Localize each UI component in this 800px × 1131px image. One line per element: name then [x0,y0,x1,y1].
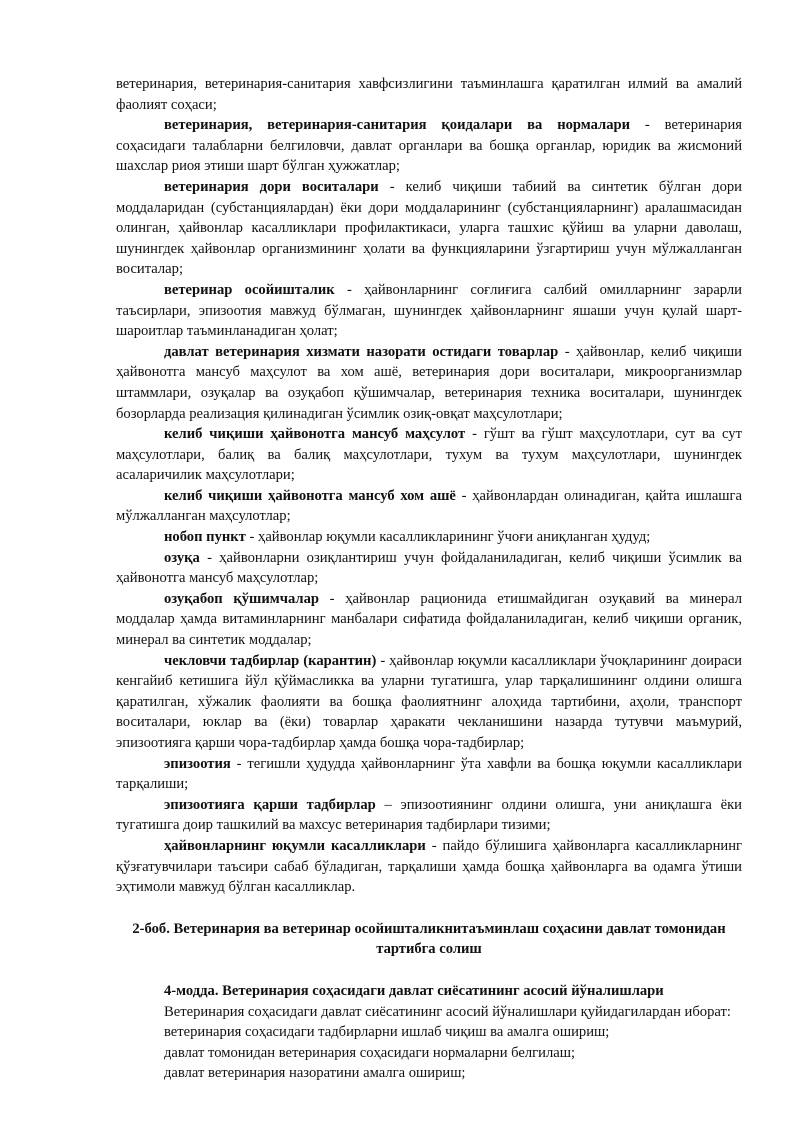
definition-text: ветеринария, ветеринария-санитария хавфсизлигини таъминлашга қаратилган илмий ва амалий фаолият соҳаси; [116,76,742,113]
article-item: давлат томонидан ветеринария соҳасидаги нормаларни белгилаш; [164,1044,575,1061]
article-item: давлат ветеринария назоратини амалга ошириш; [164,1065,466,1082]
definition-term: ветеринария, ветеринария-санитария қоидалари ва нормалари [164,117,631,134]
definition-term: келиб чиқиши ҳайвонотга мансуб хом ашё [164,487,456,504]
definition-paragraph [116,795,742,836]
chapter-title: 2-боб. Ветеринария ва ветеринар осойишталикнитаъминлаш соҳасини давлат томонидан тартибга солиш [132,920,726,958]
definition-text: - ҳайвонларнинг соғлиғига салбий омилларнинг зарарли таъсирлари, эпизоотия мавжуд бўлмаган, шунингдек ҳайвонларнинг яшаши учун қулай шарт-шароитлар таъминланадиган ҳолат; [116,281,742,340]
definition-text: - гўшт ва гўшт маҳсулотлари, сут ва сут маҳсулотлари, балиқ ва балиқ маҳсулотлари, тухум ва тухум маҳсулотлари, шунингдек асаларичилик маҳсулотлари; [116,426,742,484]
definition-paragraph [116,424,742,486]
definition-term: чекловчи тадбирлар (карантин) [164,652,377,669]
definition-term: ветеринария дори воситалари [164,178,379,195]
chapter-heading-block [116,919,742,960]
definition-text: – эпизоотиянинг олдини олишга, уни аниқлашга ёки тугатишга доир ташкилий ва махсус ветеринария тадбирлари тизими; [116,796,742,834]
definition-term: озуқабоп қўшимчалар [164,590,319,607]
definition-paragraph [116,177,742,280]
article-title: 4-модда. Ветеринария соҳасидаги давлат сиёсатининг асосий йўналишлари [164,982,664,999]
definition-paragraph [116,342,742,424]
definition-paragraph [116,548,742,589]
definition-text: - ҳайвонлар юқумли касалликларининг ўчоғи аниқланган ҳудуд; [245,529,651,546]
definition-paragraph [116,651,742,754]
definition-paragraph [116,74,742,115]
definition-term: нобоп пункт [164,529,246,546]
definition-term: озуқа [164,549,200,566]
definition-term: эпизоотияга қарши тадбирлар [164,796,376,813]
definition-paragraph [116,527,742,548]
article-item: ветеринария соҳасидаги тадбирларни ишлаб чиқиш ва амалга ошириш; [164,1024,610,1041]
definition-text: - ҳайвонлардан олинадиган, қайта ишлашга мўлжалланган маҳсулотлар; [116,487,742,525]
definition-paragraph [116,754,742,795]
definition-term: келиб чиқиши ҳайвонотга мансуб маҳсулот [164,426,466,443]
definition-text: - пайдо бўлишига ҳайвонларга касалликларнинг қўзғатувчилари таъсири сабаб бўладиган, тарқалиши ҳамда бошқа ҳайвонларга ва одамга ўтиши эҳтимоли мавжуд бўлган касалликлар. [116,837,742,896]
definition-paragraph [116,115,742,177]
definition-text: - ҳайвонлар рационида етишмайдиган озуқавий ва минерал моддалар ҳамда витаминларнинг манбалари сифатида фойдаланиладиган, келиб чиқиши органик, минерал ва синтетик моддалар; [116,590,742,649]
definition-paragraph [116,589,742,651]
definition-text: - ветеринария соҳасидаги талабларни белгиловчи, давлат органлари ва бошқа органлар, юридик ва жисмоний шахслар риоя этиши шарт бўлган ҳужжатлар; [116,117,743,175]
definition-text: - ҳайвонлар юқумли касалликлари ўчоқларининг доираси кенгайиб кетишига йўл қўймасликка ва уларни тугатишга, улар тарқалишининг олдини олишга қаратилган, хўжалик фаолияти ва бошқа фаолиятнинг алоҳида тартибини, аҳоли, транспорт воситалари, юклар ва (ёки) товарлар ҳаракати чекланишини назарда тутувчи маъмурий, эпизоотияга қарши чора-тадбирлар ҳамда бошқа чора-тадбирлар; [116,652,742,751]
definition-text: - келиб чиқиши табиий ва синтетик бўлган дори моддаларидан (субстанциялардан) ёки дори моддаларининг (субстанцияларнинг) аралашмасидан олинган, ҳайвонлар касалликлари профилактикаси, уларга ташхис қўйиш ва уларни даволаш, шунингдек ҳайвонлар организмининг ҳолати ва функцияларини ўзгартириш учун мўлжалланган воситалар; [116,178,742,278]
definition-paragraph [116,280,742,342]
definition-paragraph [116,836,742,898]
definition-term: давлат ветеринария хизмати назорати остидаги товарлар [164,343,559,360]
article-intro: Ветеринария соҳасидаги давлат сиёсатининг асосий йўналишлари қуйидагилардан иборат: [164,1003,731,1020]
definition-term: ветеринар осойишталик [164,281,335,298]
definition-term: ҳайвонларнинг юқумли касалликлари [164,837,426,854]
definition-text: - ҳайвонлар, келиб чиқиши ҳайвонотга мансуб маҳсулот ва хом ашё, ветеринария дори воситалари, микроорганизмлар штаммлари, озуқалар ва озуқабоп қўшимчалар, ветеринария техника воситалари, шунингдек бозорларда реализация қилинадиган ўсимлик озиқ-овқат маҳсулотлари; [116,343,742,422]
definition-text: - тегишли ҳудудда ҳайвонларнинг ўта хавфли ва бошқа юқумли касалликлари тарқалиши; [116,755,742,793]
definition-paragraph [116,486,742,527]
definition-text: - ҳайвонларни озиқлантириш учун фойдаланиладиган, келиб чиқиши ўсимлик ва ҳайвонотга мансуб маҳсулотлар; [116,549,742,587]
definition-term: эпизоотия [164,755,231,772]
